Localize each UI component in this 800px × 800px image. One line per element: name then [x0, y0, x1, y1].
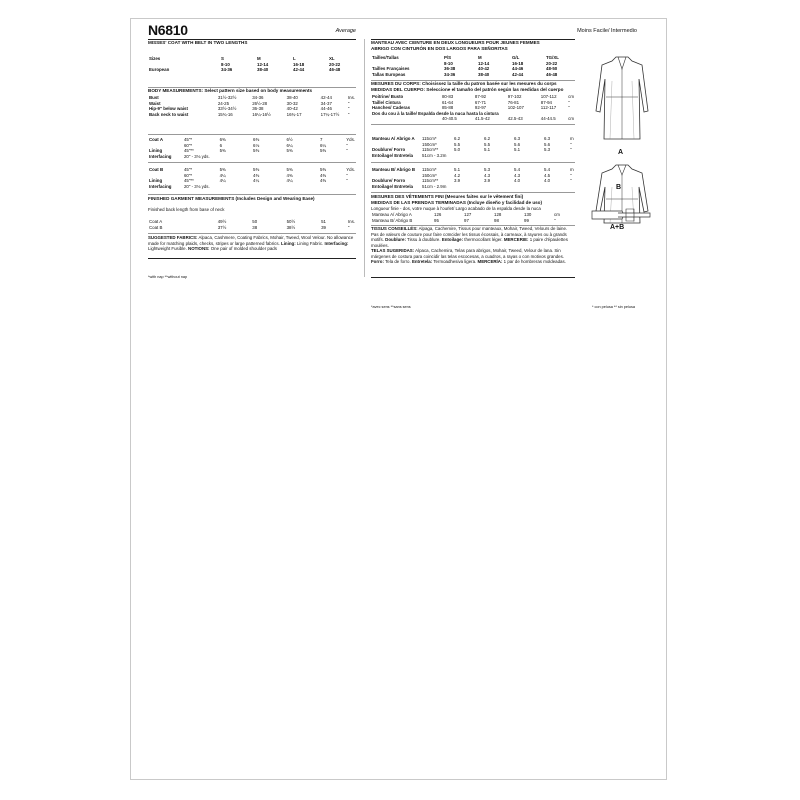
table-cell: 4¼ — [286, 178, 293, 184]
table-cell: " — [346, 148, 348, 154]
section-end-rule — [148, 258, 356, 259]
table-cell: 126 — [434, 212, 442, 217]
table-cell: 6¼ — [319, 142, 327, 148]
table-cell: Entoilage/ Entretela — [372, 152, 413, 158]
table-row — [148, 106, 356, 112]
inline-text: Alpaga, Cachemire, Tissus pour manteaux, Mohair, Tweed, Velours de laine. Pas de valeurs de couture pour faire coïncider les tissus écossais, à carreaux, à rayures ou à grands motifs. — [371, 226, 568, 243]
table-cell: " — [570, 147, 572, 153]
table-cell: Manteau A/ Abrigo A — [372, 212, 412, 217]
table-cell: Manteau B/ Abrigo B — [372, 167, 416, 172]
table-cell: 150cm* — [422, 172, 437, 178]
table-cell: 5.1 — [484, 147, 491, 153]
table-cell: 76-81 — [507, 99, 520, 105]
table-cell: 40-40.5 — [441, 116, 457, 122]
table-cell: Taille/ Cintura — [372, 99, 401, 105]
table-cell: 41.5-42 — [474, 116, 490, 122]
table-cell: 36-38 — [444, 66, 456, 72]
coat-b-yardage-table-fr-es — [371, 167, 575, 189]
table-cell: 85-88 — [441, 105, 454, 111]
table-cell: 115cm** — [422, 178, 439, 184]
divider — [371, 162, 575, 163]
table-cell: 42-44 — [320, 95, 332, 100]
table-cell: " — [554, 217, 556, 223]
table-cell: 36-38 — [252, 106, 264, 112]
table-cell: 49½ — [217, 219, 227, 224]
table-row — [371, 153, 575, 159]
table-cell: 6½ — [286, 137, 293, 142]
table-cell: 50 — [252, 219, 258, 224]
table-cell: 34-36 — [252, 95, 264, 100]
table-cell: 112-117 — [540, 105, 557, 111]
table-cell: 4.2 — [454, 172, 461, 178]
table-cell: 3.9 — [454, 178, 461, 184]
table-cell: 51 — [321, 219, 326, 224]
inline-text: 1 paire d'épaulettes moulées. — [371, 237, 568, 248]
suggested-fabrics — [148, 235, 356, 252]
inline-text: One pair of molded shoulder pads — [210, 246, 277, 252]
table-cell: 45"** — [183, 178, 194, 184]
table-cell: cm — [568, 116, 574, 122]
inline-text: thermocollant léger. — [464, 237, 503, 243]
table-cell: 51cm - 3.2m — [422, 152, 447, 158]
inline-label: Entretela: — [411, 259, 433, 265]
table-cell: 44-44.5 — [540, 116, 556, 122]
sizes-table-fr-es — [371, 55, 575, 77]
table-cell: 20" - 3⅛ yds. — [183, 153, 210, 159]
inline-text: 1 par de hombreras moldeadas. — [503, 259, 566, 265]
table-cell: " — [347, 100, 350, 106]
table-cell: 115cm* — [422, 136, 437, 141]
table-cell: 102-107 — [507, 105, 524, 111]
table-row — [148, 67, 356, 73]
table-cell: 92-97 — [474, 105, 487, 111]
table-cell: 67-71 — [474, 99, 487, 105]
table-cell: 16-18 — [512, 60, 524, 66]
table-cell: 6.3 — [544, 136, 551, 141]
view-ab-label: A+B — [610, 224, 625, 231]
divider — [148, 233, 356, 234]
table-cell: 4¼ — [253, 178, 260, 184]
divider — [371, 124, 575, 125]
table-cell: Ins. — [347, 95, 355, 100]
table-cell: 5.6 — [544, 141, 551, 147]
table-cell: Entoilage/ Entretela — [372, 183, 413, 189]
table-cell: " — [568, 99, 570, 105]
table-cell: Poitrine/ Busto — [372, 94, 404, 99]
table-cell: 16¼-16½ — [252, 111, 271, 117]
table-cell: 38-40 — [286, 95, 298, 100]
table-cell: Tailles Françaises — [372, 66, 410, 72]
table-cell: 4.0 — [514, 178, 521, 184]
table-cell: 45"* — [183, 167, 193, 172]
divider — [371, 192, 575, 193]
body-measurements-title-fr: MESURES DU CORPS: Choisissez la taille du patron basée sur les mesures du corps — [371, 81, 557, 86]
table-cell: 40-42 — [478, 66, 490, 72]
inline-label: TELAS SUGERIDAS: — [371, 248, 415, 253]
table-cell: 60"* — [183, 142, 193, 148]
table-cell: 5.4 — [514, 167, 521, 172]
table-cell: 80-83 — [441, 94, 454, 99]
table-cell: 31½-32½ — [217, 95, 237, 100]
finished-measurements-table-fr-es — [371, 212, 575, 223]
table-cell: 130 — [524, 212, 532, 217]
table-cell: Coat B — [149, 224, 163, 230]
table-cell: 6⅜ — [253, 137, 260, 142]
table-cell: 107-112 — [540, 94, 557, 99]
table-row — [148, 225, 356, 231]
table-cell: 38-40 — [478, 71, 490, 77]
table-cell: 34-37 — [320, 100, 332, 106]
table-cell: 97 — [464, 217, 469, 223]
inline-text: Lightweight Fusible. — [148, 246, 187, 252]
inline-label: NOTIONS: — [188, 246, 210, 252]
table-row — [371, 72, 575, 78]
sizes-table — [148, 56, 356, 73]
inline-text: Tela de forro. — [385, 259, 411, 265]
table-cell: TG/XL — [546, 55, 559, 60]
table-cell: Interfacing — [149, 153, 172, 159]
table-cell: 6¼ — [286, 142, 293, 148]
finished-length-note-fr-es: Longueur finie - dos, votre nuque à l'ourlet/ Largo acabado de la espalda desde la nuca — [371, 206, 541, 211]
table-cell: 6.3 — [514, 136, 521, 141]
table-cell: 38-40 — [257, 67, 269, 73]
table-cell: 150cm* — [422, 141, 437, 147]
table-cell: 4.0 — [544, 178, 551, 184]
table-cell: M — [478, 55, 482, 60]
table-cell: Waist — [149, 100, 161, 106]
table-cell: Ins. — [347, 219, 355, 224]
inline-text: Alpaca, Cachemira, Telas para abrigos, Mohair, Tweed, Velour de lana. Sin márgenes de costura para coincidir las telas escocesas, a cuadros, a rayas o con motivos grandes. — [371, 248, 565, 259]
finished-measurements-title-es: MEDIDAS DE LAS PRENDAS TERMINADAS (Incluye diseño y facilidad de uso) — [371, 200, 543, 205]
table-cell: 45"* — [183, 137, 193, 142]
finished-length-note: Finished back length from base of neck — [148, 207, 225, 212]
table-cell: 5⅜ — [219, 148, 226, 154]
table-cell: 16¾-17 — [286, 111, 302, 117]
nap-footnote-es: * con pelusa ** sin pelusa — [591, 305, 635, 309]
table-cell: 33½-34½ — [217, 106, 237, 112]
finished-measurements-title-fr: MESURES DES VÊTEMENTS FINI (Mesures faites sur le vêtement fini) — [371, 194, 524, 199]
column-separator — [364, 39, 365, 277]
table-cell: 26½-28 — [252, 100, 268, 106]
table-cell: 4¼ — [219, 178, 226, 184]
finished-measurements-table — [148, 219, 356, 230]
inline-label: Lining: — [281, 240, 296, 246]
belt-diagram — [588, 205, 654, 225]
divider — [148, 162, 356, 163]
table-cell: Doublure/ Forro — [372, 178, 406, 184]
table-row — [371, 116, 575, 122]
garment-title: MISSES' COAT WITH BELT IN TWO LENGTHS — [148, 40, 248, 45]
table-cell: 98 — [494, 217, 499, 223]
table-cell: 5⅜ — [319, 148, 327, 154]
table-cell: 15¾-16 — [217, 111, 233, 117]
table-cell: 5.3 — [544, 147, 551, 153]
table-cell: 7 — [319, 137, 323, 142]
table-row — [371, 184, 575, 190]
table-cell: 115cm* — [422, 167, 437, 172]
table-cell: 5.6 — [514, 141, 521, 147]
inline-text: Lining Fabric. — [296, 240, 324, 246]
table-cell: Lining — [149, 178, 163, 184]
table-row — [148, 184, 356, 190]
table-cell: 50½ — [286, 219, 296, 224]
table-cell: 6.2 — [454, 136, 461, 141]
table-cell: 44-46 — [512, 66, 524, 72]
table-cell: 127 — [464, 212, 472, 217]
table-cell: Manteau B/ Abrigo B — [372, 217, 413, 223]
table-cell: 5.5 — [454, 141, 461, 147]
table-cell: cm — [554, 212, 560, 217]
table-cell: 4⅜ — [319, 178, 327, 184]
table-cell: Bust — [149, 95, 159, 100]
table-cell: Sizes — [149, 56, 161, 61]
pattern-code: N6810 — [148, 22, 188, 38]
inline-label: MERCERIE: — [503, 237, 529, 243]
garment-title-fr: MANTEAU AVEC CEINTURE EN DEUX LONGUEURS POUR JEUNES FEMMES — [371, 40, 540, 45]
table-cell: 4.3 — [484, 172, 491, 178]
table-cell: 48-50 — [546, 66, 558, 72]
table-cell: 4⅜ — [286, 172, 293, 178]
table-cell: 6⅜ — [219, 137, 226, 142]
table-cell: Lining — [149, 148, 163, 154]
inline-label: MERCERÍA: — [477, 259, 503, 265]
inline-label: Forro: — [371, 259, 384, 265]
table-cell: G/L — [512, 55, 520, 60]
table-cell: 5⅜ — [319, 167, 327, 172]
table-cell: 5.5 — [484, 141, 491, 147]
coat-a-yardage-table — [148, 137, 356, 159]
table-cell: " — [570, 141, 572, 147]
divider — [148, 134, 356, 135]
table-cell: Interfacing — [149, 183, 172, 189]
table-cell: 37½ — [217, 224, 227, 230]
table-cell: 5⅜ — [253, 167, 260, 172]
table-cell: Coat A — [149, 137, 163, 142]
table-cell: Dos du cou à la taille/ Espalda desde la nuca hasta la cintura — [372, 110, 499, 116]
body-measurements-title: BODY MEASUREMENTS: Select pattern size based on body measurements — [148, 88, 313, 93]
table-cell: 16-18 — [293, 61, 305, 67]
table-cell: 115cm** — [422, 147, 439, 153]
table-cell: 4⅜ — [253, 172, 260, 178]
coat-a-diagram — [592, 51, 652, 147]
table-cell: " — [568, 105, 570, 111]
table-cell: 5⅜ — [219, 167, 226, 172]
table-cell: 5⅜ — [286, 148, 293, 154]
table-cell: L — [293, 56, 296, 61]
inline-label: TISSUS CONSEILLÉS: — [371, 226, 418, 231]
inline-label: Interfacing: — [324, 240, 349, 246]
table-cell: S — [221, 56, 224, 61]
table-cell: 8-10 — [221, 61, 230, 67]
table-cell: 42.5-43 — [507, 116, 523, 122]
table-cell: 38½ — [286, 224, 296, 230]
table-row — [371, 218, 575, 224]
table-cell: 6 — [219, 142, 223, 148]
table-cell: 17¼-17½ — [320, 111, 340, 117]
table-cell: Yds. — [346, 167, 355, 172]
view-a-label: A — [618, 149, 624, 156]
table-cell: Coat B — [149, 167, 164, 172]
table-cell: 5⅜ — [253, 148, 260, 154]
table-cell: 12-14 — [257, 61, 269, 67]
table-cell: 5⅜ — [286, 167, 293, 172]
table-cell: 5.3 — [484, 167, 491, 172]
table-cell: 87-94 — [540, 99, 552, 105]
table-cell: 34-36 — [444, 71, 456, 77]
table-cell: " — [346, 142, 348, 148]
section-end-rule — [371, 277, 575, 278]
body-measurements-title-es: MEDIDAS DEL CUERPO: Seleccione el tamaño del patrón según las medidas del cuerpo — [371, 87, 564, 92]
table-cell: " — [346, 172, 348, 178]
table-cell: 5.1 — [454, 167, 461, 172]
table-cell: 20-22 — [329, 61, 341, 67]
suggested-fabrics-es — [371, 248, 575, 265]
table-cell: M — [257, 56, 261, 61]
body-measurements-table — [148, 95, 356, 117]
table-cell: 4⅜ — [319, 172, 327, 178]
suggested-fabrics-fr — [371, 226, 575, 248]
view-b-label: B — [616, 184, 622, 191]
coat-b-yardage-table — [148, 167, 356, 189]
coat-a-yardage-table-fr-es — [371, 136, 575, 158]
table-cell: 24-25 — [217, 100, 230, 106]
nap-footnote: *with nap **without nap — [148, 275, 188, 279]
table-cell: Hip-9" below waist — [149, 106, 188, 112]
table-cell: 34-36 — [221, 67, 233, 73]
table-cell: XL — [329, 56, 335, 61]
table-cell: " — [347, 111, 350, 117]
table-cell — [371, 116, 441, 122]
table-cell: 8-10 — [444, 60, 453, 66]
table-cell: Back neck to waist — [149, 111, 189, 117]
table-cell: 4¼ — [219, 172, 226, 178]
skill-level-fr-es: Moins Facile/ Intermedio — [577, 28, 637, 34]
table-cell: 44-46 — [320, 106, 332, 112]
table-cell: 6.2 — [484, 136, 491, 141]
table-cell: 6⅛ — [253, 142, 260, 148]
nap-footnote-fr: *avec sens **sans sens — [371, 305, 411, 309]
inline-label: SUGGESTED FABRICS: — [148, 235, 198, 240]
table-cell: 51cm - 2.9m — [422, 183, 447, 189]
table-cell: " — [346, 178, 348, 184]
table-cell: " — [570, 172, 572, 178]
skill-level: Average — [335, 28, 356, 34]
inline-label: Entoilage: — [441, 237, 464, 243]
pattern-sheet — [130, 18, 667, 780]
table-cell: Hanches/ Caderas — [372, 105, 411, 111]
table-cell: 20" - 3⅛ yds. — [183, 183, 210, 189]
table-cell: 61-64 — [441, 99, 454, 105]
table-cell: Manteau A/ Abrigo A — [372, 136, 415, 141]
table-cell: Doublure/ Forro — [372, 147, 406, 153]
table-cell: 128 — [494, 212, 502, 217]
inline-text: Tissu à doublure. — [407, 237, 441, 243]
table-cell: 45"** — [183, 148, 194, 154]
table-cell: 39 — [321, 224, 326, 230]
body-measurements-table-fr-es — [371, 94, 575, 122]
table-cell: 97-102 — [507, 94, 522, 99]
table-cell: 95 — [434, 217, 439, 223]
table-cell: " — [347, 224, 350, 230]
table-cell: 42-44 — [293, 67, 305, 73]
table-cell: 46-48 — [329, 67, 341, 73]
table-cell: Coat A — [149, 219, 163, 224]
table-cell: European — [149, 67, 170, 73]
table-cell: 5.0 — [454, 147, 461, 153]
table-cell: 20-22 — [546, 60, 558, 66]
table-cell: 5.1 — [514, 147, 521, 153]
table-cell: Yds. — [346, 137, 355, 142]
table-cell: 99 — [524, 217, 529, 223]
table-cell: 40-42 — [286, 106, 298, 112]
table-cell: m — [570, 136, 574, 141]
table-cell: 5.4 — [544, 167, 551, 172]
table-cell: Tailles/Tallas — [372, 55, 399, 60]
inline-text: Alpaca, Cashmere, Coating Fabrics, Mohair, Tweed, Wool Velour. No allowance made for matching plaids, checks, stripes or large patterned fabrics. — [148, 235, 354, 246]
finished-measurements-title: FINISHED GARMENT MEASUREMENTS (Includes Design and Wearing Ease) — [148, 196, 315, 201]
table-row — [148, 154, 356, 160]
table-cell: 4.5 — [544, 172, 551, 178]
divider — [148, 194, 356, 195]
table-cell: " — [347, 106, 350, 112]
table-cell: cm — [568, 94, 574, 99]
table-cell: P/S — [444, 55, 452, 60]
table-row — [148, 112, 356, 118]
inline-text: Termoadhesiva ligera. — [433, 259, 477, 265]
table-cell: 30-32 — [286, 100, 298, 106]
table-cell: 87-92 — [474, 94, 487, 99]
table-cell: 3.9 — [484, 178, 491, 184]
table-cell: 38 — [252, 224, 258, 230]
table-cell: Tallas Europeas — [372, 71, 406, 77]
table-cell: " — [570, 178, 572, 184]
table-cell: 42-44 — [512, 71, 524, 77]
table-cell: 4.3 — [514, 172, 521, 178]
table-cell: 46-48 — [546, 71, 558, 77]
table-cell: 12-14 — [478, 60, 490, 66]
garment-title-es: ABRIGO CON CINTURÓN EN DOS LARGOS PARA SEÑORITAS — [371, 46, 508, 51]
table-cell: m — [570, 167, 574, 172]
table-cell: 60"* — [183, 172, 193, 178]
inline-label: Doublure: — [385, 237, 406, 243]
